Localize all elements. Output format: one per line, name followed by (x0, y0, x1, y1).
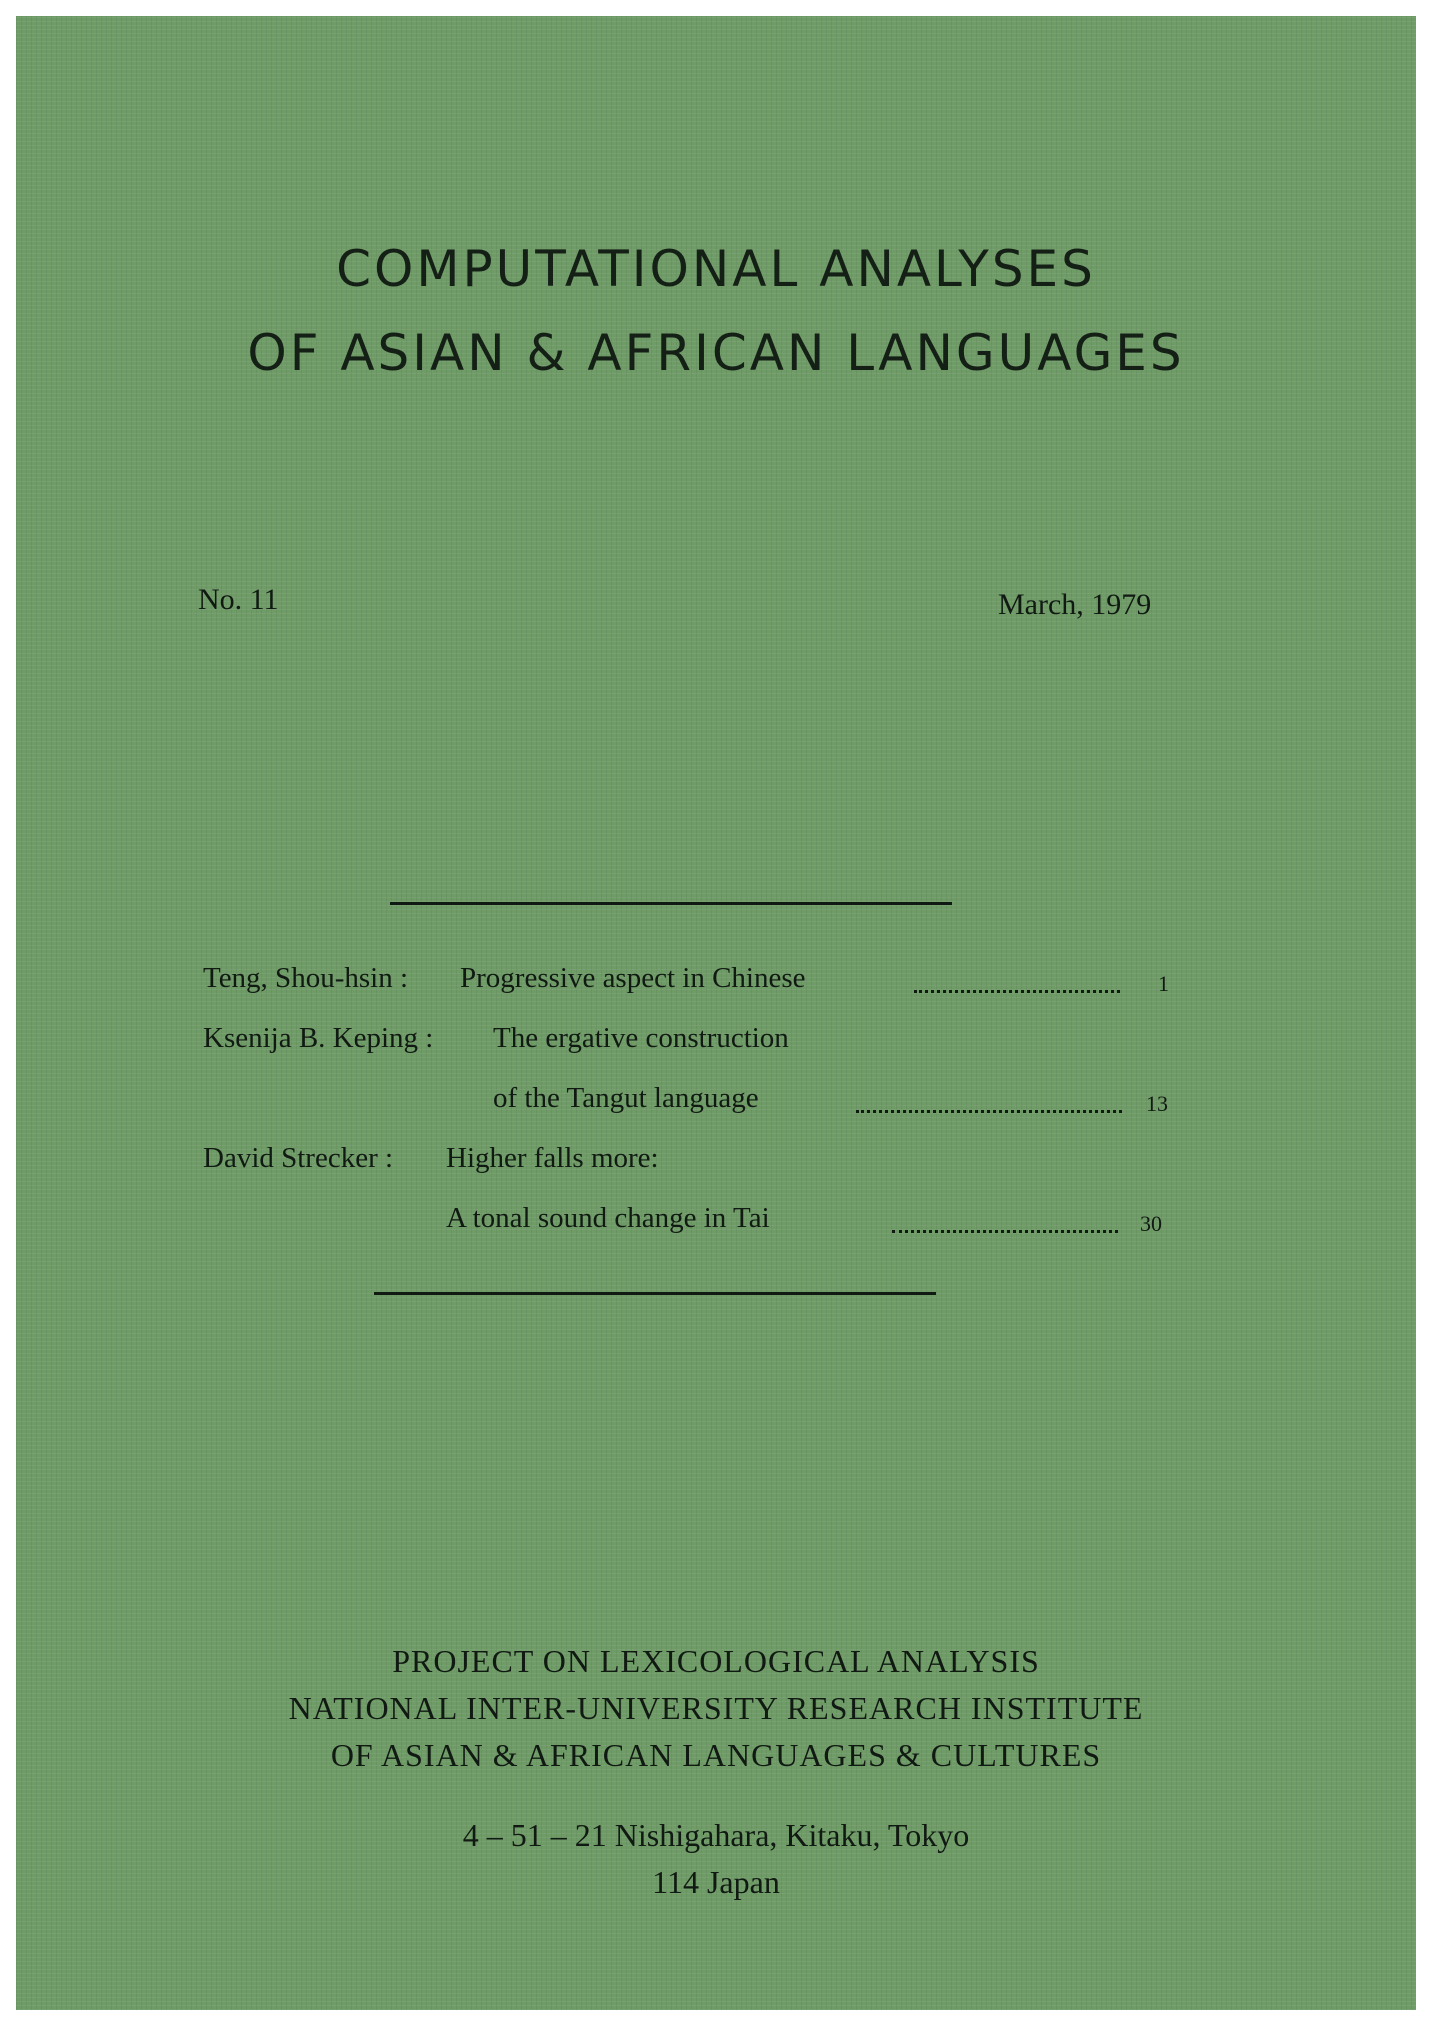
toc-title-3-continued: A tonal sound change in Tai (446, 1202, 770, 1234)
publisher-country: 114 Japan (652, 1864, 780, 1900)
publisher-address: 4 – 51 – 21 Nishigahara, Kitaku, Tokyo (462, 1817, 970, 1853)
journal-title-line-2: OF ASIAN & AFRICAN LANGUAGES (247, 324, 1185, 382)
publisher-institute: NATIONAL INTER-UNIVERSITY RESEARCH INSTITUTE (288, 1690, 1144, 1726)
toc-title-3: Higher falls more: (446, 1142, 659, 1174)
issue-date: March, 1979 (998, 588, 1152, 621)
toc-leader-2 (856, 1110, 1122, 1113)
toc-title-1: Progressive aspect in Chinese (460, 962, 806, 994)
toc-title-2-continued: of the Tangut language (493, 1082, 759, 1114)
issue-number: No. 11 (198, 583, 279, 616)
publisher-project: PROJECT ON LEXICOLOGICAL ANALYSIS (392, 1643, 1040, 1679)
publisher-institute-continued: OF ASIAN & AFRICAN LANGUAGES & CULTURES (330, 1737, 1102, 1773)
journal-title-line-1: COMPUTATIONAL ANALYSES (336, 240, 1096, 298)
bottom-rule (374, 1292, 936, 1295)
toc-leader-1 (914, 990, 1120, 993)
toc-title-2: The ergative construction (493, 1022, 789, 1054)
top-rule (390, 902, 952, 905)
toc-page-1: 1 (1158, 971, 1169, 996)
toc-author-1: Teng, Shou-hsin : (203, 962, 408, 994)
toc-page-2: 13 (1146, 1091, 1168, 1116)
toc-author-3: David Strecker : (203, 1142, 394, 1174)
journal-cover (16, 16, 1416, 2010)
toc-page-3: 30 (1140, 1211, 1162, 1236)
toc-author-2: Ksenija B. Keping : (203, 1022, 434, 1054)
toc-leader-3 (892, 1230, 1118, 1233)
